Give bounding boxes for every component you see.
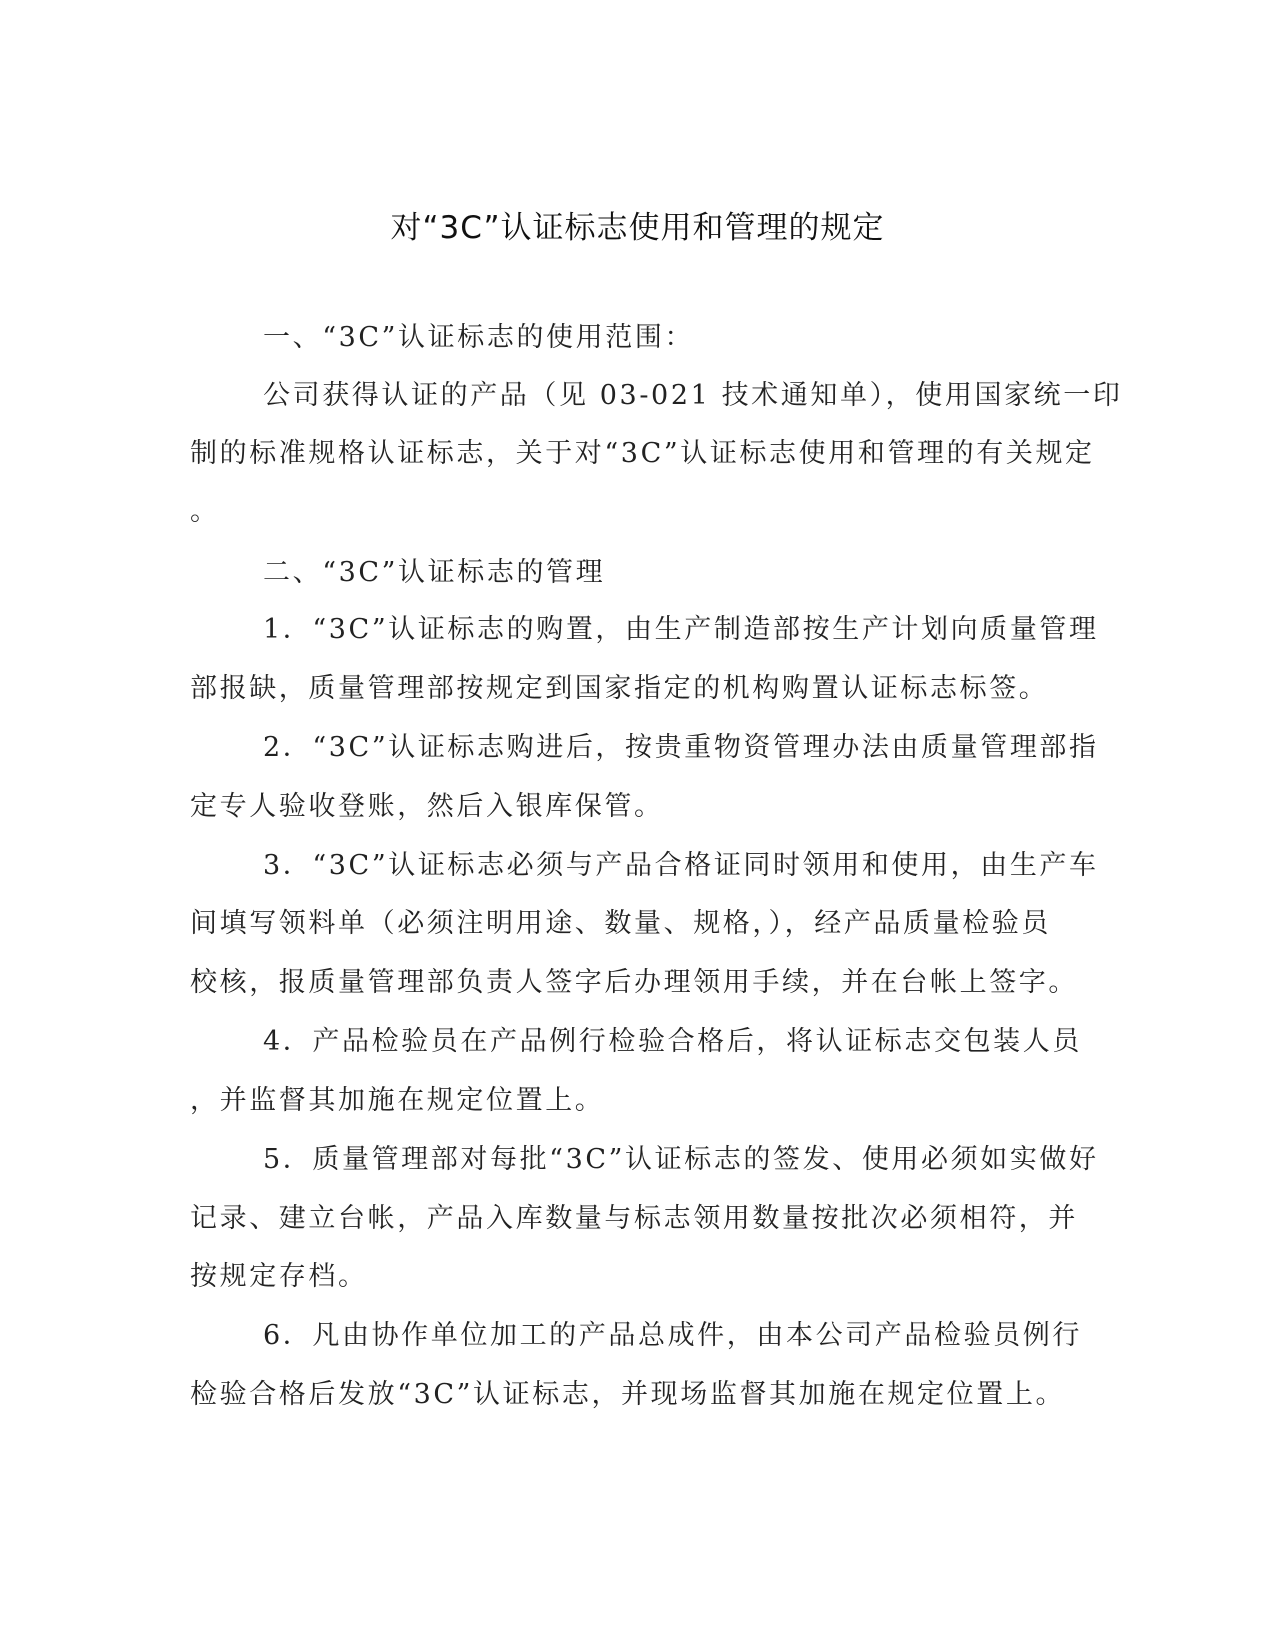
paragraph-line: 3．“3C”认证标志必须与产品合格证同时领用和使用，由生产车 [263, 850, 1099, 881]
paragraph-line: 4．产品检验员在产品例行检验合格后，将认证标志交包装人员 [263, 1026, 1082, 1057]
paragraph-line: 检验合格后发放“3C”认证标志，并现场监督其加施在规定位置上。 [190, 1379, 1066, 1410]
section-heading-scope: 一、“3C”认证标志的使用范围： [263, 322, 695, 353]
paragraph-line: 公司获得认证的产品（见 03-021 技术通知单），使用国家统一印 [263, 380, 1123, 411]
paragraph-line: 5．质量管理部对每批“3C”认证标志的签发、使用必须如实做好 [263, 1144, 1099, 1175]
document-title: 对“3C”认证标志使用和管理的规定 [390, 210, 885, 246]
paragraph-line: 。 [190, 496, 220, 527]
paragraph-line: 制的标准规格认证标志，关于对“3C”认证标志使用和管理的有关规定 [190, 438, 1095, 469]
paragraph-line: ，并监督其加施在规定位置上。 [190, 1085, 605, 1116]
paragraph-line: 定专人验收登账，然后入银库保管。 [190, 791, 664, 822]
paragraph-line: 按规定存档。 [190, 1261, 368, 1292]
paragraph-line: 2．“3C”认证标志购进后，按贵重物资管理办法由质量管理部指 [263, 732, 1099, 763]
paragraph-line: 1．“3C”认证标志的购置，由生产制造部按生产计划向质量管理 [263, 614, 1099, 645]
section-heading-management: 二、“3C”认证标志的管理 [263, 557, 606, 588]
paragraph-line: 校核，报质量管理部负责人签字后办理领用手续，并在台帐上签字。 [190, 967, 1078, 998]
paragraph-line: 部报缺，质量管理部按规定到国家指定的机构购置认证标志标签。 [190, 673, 1049, 704]
paragraph-line: 6．凡由协作单位加工的产品总成件，由本公司产品检验员例行 [263, 1320, 1082, 1351]
paragraph-line: 记录、建立台帐，产品入库数量与标志领用数量按批次必须相符，并 [190, 1203, 1078, 1234]
paragraph-line: 间填写领料单（必须注明用途、数量、规格，），经产品质量检验员 [190, 908, 1051, 939]
